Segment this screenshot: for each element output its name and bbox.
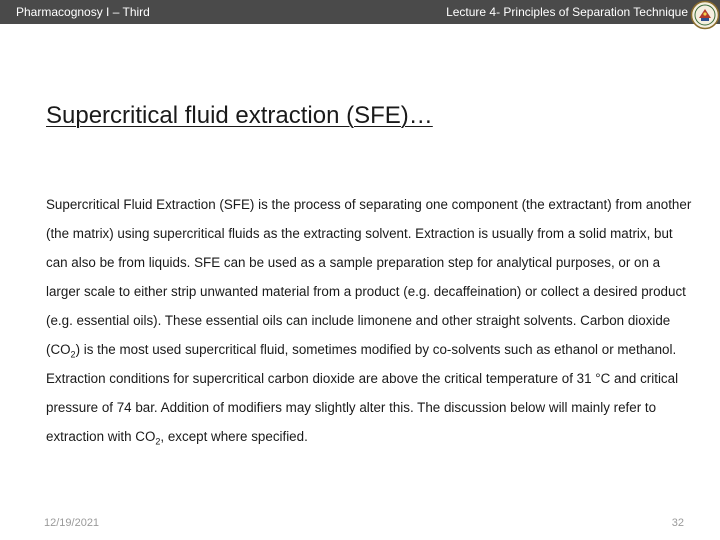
slide-body-paragraph — [46, 190, 692, 451]
body-term: Supercritical Fluid Extraction — [46, 197, 216, 212]
header-bar — [0, 0, 720, 24]
lecture-title: Lecture 4- Principles of Separation Technique — [446, 5, 688, 19]
slide-title: Supercritical fluid extraction (SFE)… — [46, 102, 433, 129]
course-name: Pharmacognosy I – Third — [16, 5, 150, 19]
body-text-part-2: ) is the most used supercritical fluid, sometimes modified by co-solvents such as ethanol or methanol. Extraction conditions for supercritical carbon dioxide are above the critical temperature of 31 °C and critical pressure of 74 bar. Addition of modifiers may slightly alter this. The discussion below will mainly refer to extraction with CO — [46, 342, 679, 444]
university-seal-logo-icon — [690, 0, 720, 30]
body-text-part-3: , except where specified. — [160, 429, 308, 444]
page-number: 32 — [671, 517, 684, 529]
footer-date: 12/19/2021 — [44, 517, 100, 529]
subscript-2: 2 — [70, 349, 76, 360]
body-text-part-1: (SFE) is the process of separating one component (the extractant) from another (the matrix) using supercritical fluids as the extracting solvent. Extraction is usually from a solid matrix, but can also be from liquids. SFE can be used as a sample preparation step for analytical purposes, or on a larger scale to either strip unwanted material from a product (e.g. decaffeination) or collect a desired product (e.g. essential oils). These essential oils can include limonene and other straight solvents. Carbon dioxide (CO — [46, 197, 692, 357]
subscript-2b: 2 — [155, 436, 161, 447]
